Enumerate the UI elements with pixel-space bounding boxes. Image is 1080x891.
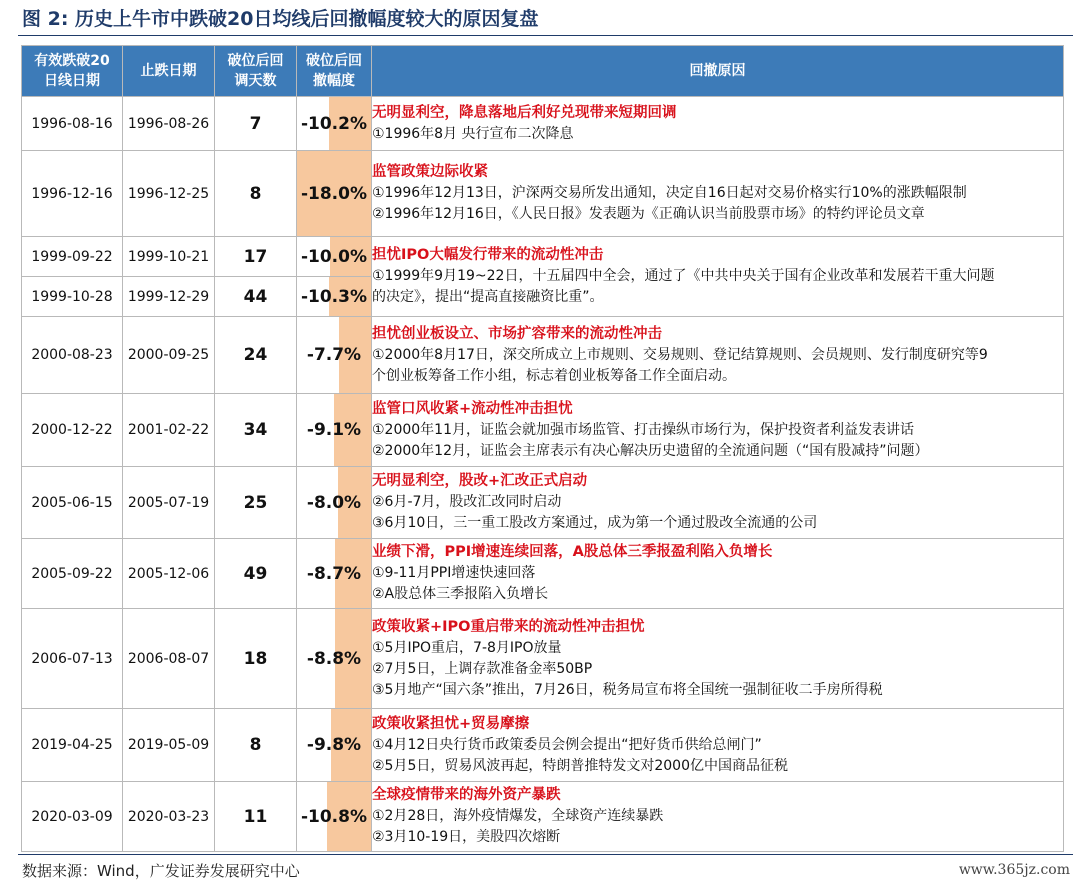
header-days-line2: 调天数: [234, 73, 277, 89]
table-header-row: [22, 46, 1064, 97]
days-cell: 34: [215, 394, 297, 467]
pct-cell: [297, 782, 372, 852]
reason-cell: [372, 317, 1064, 394]
header-stop-date: 止跌日期: [123, 46, 215, 97]
pct-cell: [297, 317, 372, 394]
stop-date-cell: 2005-12-06: [123, 539, 215, 609]
stop-date-cell: 2006-08-07: [123, 609, 215, 709]
stop-date-cell: 1996-12-25: [123, 151, 215, 237]
pct-value: -7.7%: [306, 345, 362, 365]
reason-detail: ②A股总体三季报陷入负增长: [372, 586, 549, 602]
figure-title: 图 2: 历史上牛市中跌破20日均线后回撤幅度较大的原因复盘: [22, 8, 539, 30]
reason-detail: ①1999年9月19~22日，十五届四中全会，通过了《中共中央关于国有企业改革和发展若干重大问题: [372, 268, 995, 284]
break-date-cell: 2006-07-13: [22, 609, 123, 709]
days-cell: 24: [215, 317, 297, 394]
header-reason: 回撤原因: [372, 46, 1064, 97]
reason-heading: 担忧IPO大幅发行带来的流动性冲击: [372, 247, 604, 263]
header-pct: [297, 46, 372, 97]
reason-cell: [372, 237, 1064, 317]
title-divider: [18, 35, 1073, 36]
reason-detail: 个创业板筹备工作小组，标志着创业板筹备工作全面启动。: [372, 367, 736, 384]
reason-heading: 无明显利空，降息落地后利好兑现带来短期回调: [372, 104, 677, 121]
reason-cell: [372, 782, 1064, 852]
days-cell: 8: [215, 709, 297, 782]
days-cell: 7: [215, 97, 297, 151]
days-cell: 49: [215, 539, 297, 609]
table-row: [22, 539, 1064, 609]
pct-cell: [297, 709, 372, 782]
reason-detail: ②2000年12月，证监会主席表示有决心解决历史遗留的全流通问题（“国有股减持”问题）: [372, 442, 929, 459]
stop-date-cell: 1999-12-29: [123, 277, 215, 317]
table-row: [22, 151, 1064, 237]
pct-cell: [297, 237, 372, 277]
days-cell: 44: [215, 277, 297, 317]
pct-cell: [297, 151, 372, 237]
reason-detail: ①2000年11月，证监会就加强市场监管、打击操纵市场行为，保护投资者利益发表讲话: [372, 421, 914, 438]
days-cell: 25: [215, 467, 297, 539]
reason-detail: ②3月10-19日，美股四次熔断: [372, 829, 561, 845]
table-row: [22, 97, 1064, 151]
reason-cell: [372, 151, 1064, 237]
pct-value: -8.0%: [306, 492, 362, 513]
pct-cell: [297, 394, 372, 467]
reason-detail: ②1996年12月16日，《人民日报》发表题为《正确认识当前股票市场》的特约评论员文章: [372, 206, 925, 222]
table-row: [22, 709, 1064, 782]
pct-value: -8.7%: [306, 563, 362, 584]
stop-date-cell: 1999-10-21: [123, 237, 215, 277]
break-date-cell: 2020-03-09: [22, 782, 123, 852]
reason-heading: 政策收紧担忧+贸易摩擦: [372, 715, 530, 732]
break-date-cell: 2005-09-22: [22, 539, 123, 609]
stop-date-cell: 2020-03-23: [123, 782, 215, 852]
reason-detail: ②7月5日，上调存款准备金率50BP: [372, 660, 593, 677]
reason-detail: ①2月28日，海外疫情爆发，全球资产连续暴跌: [372, 808, 664, 824]
days-cell: 18: [215, 609, 297, 709]
days-cell: 11: [215, 782, 297, 852]
header-break-date-line2: 日线日期: [44, 73, 100, 89]
reason-cell: [372, 97, 1064, 151]
reason-detail: ①9-11月PPI增速快速回落: [372, 565, 536, 581]
pct-cell: [297, 97, 372, 151]
footer-divider: [18, 854, 1073, 855]
header-break-date: [22, 46, 123, 97]
days-cell: 17: [215, 237, 297, 277]
break-date-cell: 2000-12-22: [22, 394, 123, 467]
reason-detail: ①1996年12月13日，沪深两交易所发出通知，决定自16日起对交易价格实行10%的涨跌幅限制: [372, 185, 967, 201]
pct-cell: [297, 609, 372, 709]
pct-value: -9.1%: [306, 420, 362, 440]
pct-cell: [297, 277, 372, 317]
table-row: [22, 317, 1064, 394]
header-days: [215, 46, 297, 97]
break-date-cell: 1999-10-28: [22, 277, 123, 317]
pct-value: -8.8%: [306, 648, 362, 669]
reason-cell: [372, 609, 1064, 709]
stop-date-cell: 2005-07-19: [123, 467, 215, 539]
stop-date-cell: 2019-05-09: [123, 709, 215, 782]
reason-heading: 监管政策边际收紧: [372, 164, 488, 180]
source-note: 数据来源：Wind，广发证券发展研究中心: [22, 862, 300, 880]
watermark: www.365jz.com: [958, 862, 1070, 878]
reason-detail: ③6月10日，三一重工股改方案通过，成为第一个通过股改全流通的公司: [372, 515, 818, 531]
break-date-cell: 2000-08-23: [22, 317, 123, 394]
reason-heading: 无明显利空，股改+汇改正式启动: [372, 473, 588, 489]
retracement-table: [21, 45, 1064, 852]
reason-cell: [372, 394, 1064, 467]
table-row: [22, 394, 1064, 467]
pct-value: -10.8%: [300, 806, 368, 827]
reason-detail: ①2000年8月17日，深交所成立上市规则、交易规则、登记结算规则、会员规则、发行制度研究等9: [372, 346, 988, 363]
reason-heading: 政策收紧+IPO重启带来的流动性冲击担忧: [372, 618, 645, 635]
stop-date-cell: 2000-09-25: [123, 317, 215, 394]
break-date-cell: 1999-09-22: [22, 237, 123, 277]
pct-value: -18.0%: [300, 183, 368, 204]
stop-date-cell: 1996-08-26: [123, 97, 215, 151]
table-row: [22, 609, 1064, 709]
table-row: [22, 237, 1064, 277]
reason-cell: [372, 467, 1064, 539]
table-row: [22, 467, 1064, 539]
break-date-cell: 2005-06-15: [22, 467, 123, 539]
header-break-date-line1: 有效跌破20: [34, 53, 110, 69]
header-pct-line2: 撤幅度: [313, 73, 355, 89]
reason-detail: ②6月-7月，股改汇改同时启动: [372, 494, 562, 510]
reason-heading: 业绩下滑，PPI增速连续回落，A股总体三季报盈利陷入负增长: [372, 544, 773, 560]
pct-value: -10.3%: [300, 286, 368, 307]
reason-detail: ③5月地产“国六条”推出，7月26日，税务局宣布将全国统一强制征收二手房所得税: [372, 681, 883, 698]
reason-detail: ②5月5日，贸易风波再起，特朗普推特发文对2000亿中国商品征税: [372, 757, 788, 774]
reason-heading: 担忧创业板设立、市场扩容带来的流动性冲击: [372, 325, 662, 342]
reason-cell: [372, 539, 1064, 609]
pct-value: -10.2%: [300, 113, 368, 134]
pct-value: -10.0%: [300, 246, 368, 267]
pct-cell: [297, 539, 372, 609]
reason-cell: [372, 709, 1064, 782]
break-date-cell: 2019-04-25: [22, 709, 123, 782]
reason-detail: ①5月IPO重启，7-8月IPO放量: [372, 639, 562, 656]
break-date-cell: 1996-12-16: [22, 151, 123, 237]
reason-heading: 监管口风收紧+流动性冲击担忧: [372, 400, 573, 417]
header-pct-line1: 破位后回: [306, 53, 362, 69]
days-cell: 8: [215, 151, 297, 237]
reason-detail: ①4月12日央行货币政策委员会例会提出“把好货币供给总闸门”: [372, 736, 762, 753]
reason-detail: ①1996年8月 央行宣布二次降息: [372, 125, 574, 142]
stop-date-cell: 2001-02-22: [123, 394, 215, 467]
pct-cell: [297, 467, 372, 539]
break-date-cell: 1996-08-16: [22, 97, 123, 151]
reason-heading: 全球疫情带来的海外资产暴跌: [372, 787, 561, 803]
pct-value: -9.8%: [306, 735, 362, 755]
table-row: [22, 782, 1064, 852]
reason-detail: 的决定》，提出“提高直接融资比重”。: [372, 289, 604, 305]
header-days-line1: 破位后回: [227, 53, 284, 69]
